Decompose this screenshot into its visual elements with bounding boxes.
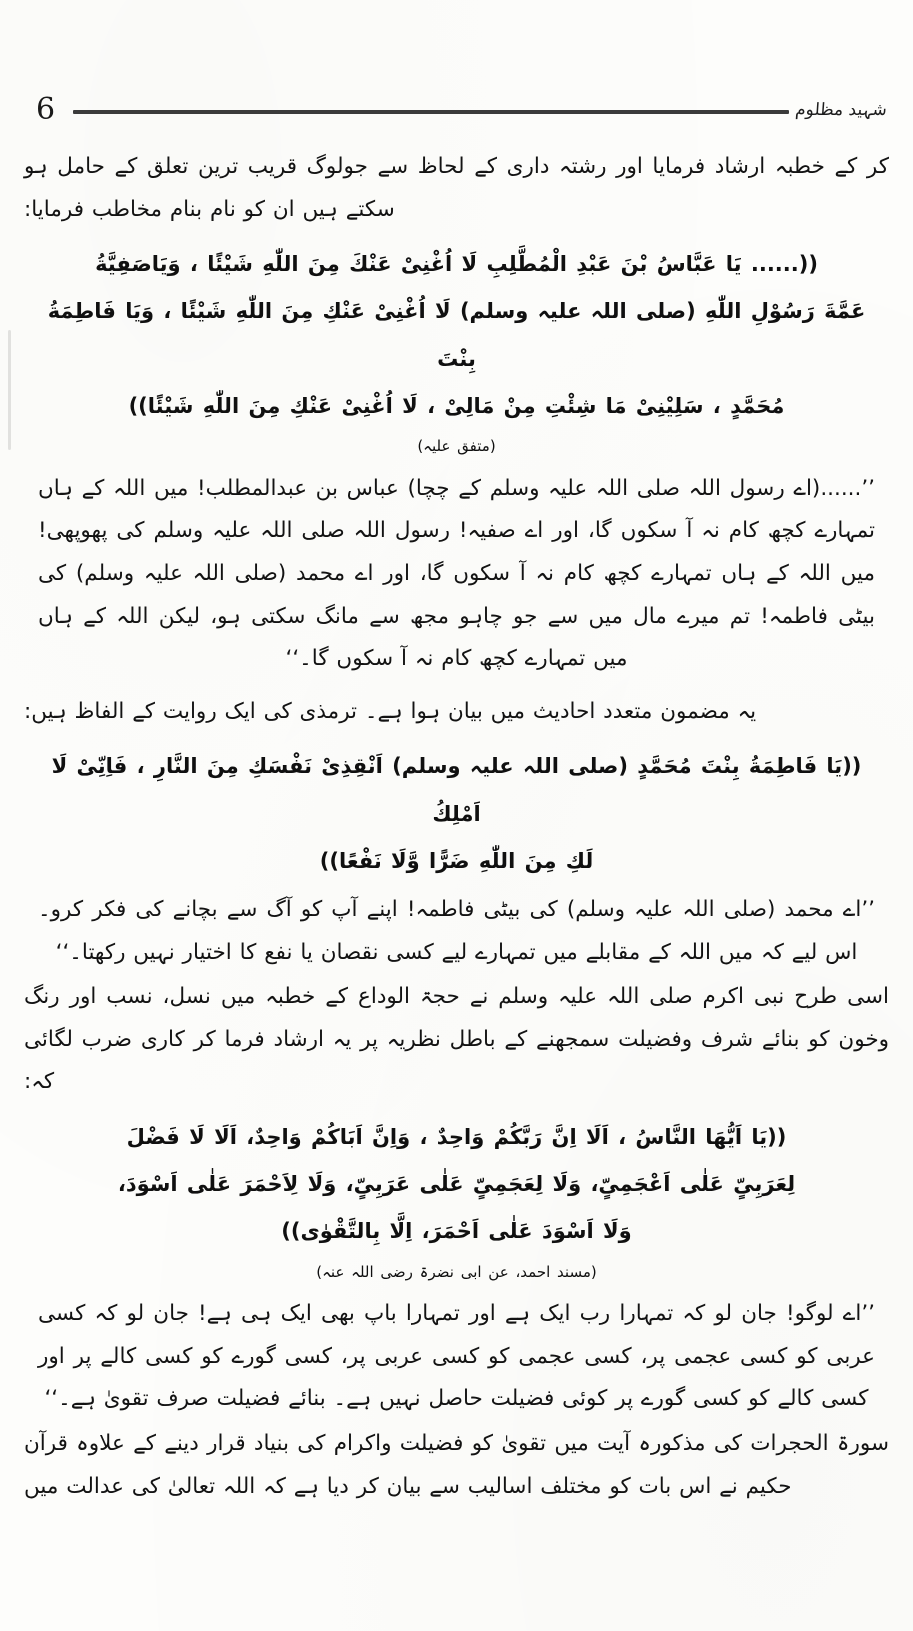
paragraph-khutba-intro: اسی طرح نبی اکرم صلی اللہ علیہ وسلم نے حجۃ الوداع کے خطبہ میں نسل، نسب اور رنگ وخون کو بنائے شرف وفضیلت سمجھنے کے باطل نظریہ پر یہ ارشاد فرما کر کاری ضرب لگائی کہ: [24,984,889,1095]
translation-3: ’’اے لوگو! جان لو کہ تمہارا رب ایک ہے اور تمہارا باپ بھی ایک ہی ہے! جان لو کہ کسی عربی کو کسی عجمی پر، کسی عجمی کو کسی عربی پر، کسی گورے کو کسی کالے پر اور کسی کالے کو کسی گورے پر کوئی فضیلت حاصل نہیں ہے۔ بنائے فضیلت صرف تقویٰ ہے۔‘‘ [38,1301,875,1412]
hadith-quote-2 [24,743,889,885]
hadith-quote-1 [24,241,889,464]
spacer [24,683,889,691]
translation-2: ’’اے محمد (صلی اللہ علیہ وسلم) کی بیٹی فاطمہ! اپنے آپ کو آگ سے بچانے کی فکر کرو۔ اس لیے کہ میں اللہ کے مقابلے میں تمہارے لیے کسی نقصان یا نفع کا اختیار نہیں رکھتا۔‘‘ [38,897,875,965]
hadith-1-line-2: عَمَّةَ رَسُوْلِ اللّٰهِ (صلی اللہ علیہ وسلم) لَا اُغْنِىْ عَنْكِ مِنَ اللّٰهِ شَيْئًا ، وَيَا فَاطِمَةُ بِنْتَ [47,299,866,371]
page-number: 6 [36,92,56,127]
translation-1: ’’......(اے رسول اللہ صلی اللہ علیہ وسلم کے چچا) عباس بن عبدالمطلب! میں اللہ کے ہاں تمہارے کچھ کام نہ آ سکوں گا، اور اے صفیہ! رسول اللہ صلی اللہ علیہ وسلم کی پھوپھی! میں اللہ کے ہاں تمہارے کچھ کام نہ آ سکوں گا، اور اے محمد (صلی اللہ علیہ وسلم) کی بیٹی فاطمہ! تم میرے مال میں سے جو چاہو مجھ سے مانگ سکتی ہو، لیکن اللہ کے ہاں میں تمہارے کچھ کام نہ آ سکوں گا۔‘‘ [38,475,875,672]
paragraph-middle: یہ مضمون متعدد احادیث میں بیان ہوا ہے۔ ترمذی کی ایک روایت کے الفاظ ہیں: [24,698,757,724]
hadith-2-line-1: ((يَا فَاطِمَةُ بِنْتَ مُحَمَّدٍ (صلی اللہ علیہ وسلم) اَنْقِذِىْ نَفْسَكِ مِنَ النَّارِ ، فَاِنِّىْ لَا اَمْلِكُ [51,754,862,826]
hadith-3-line-3: وَلَا اَسْوَدَ عَلٰى اَحْمَرَ، اِلَّا بِالتَّقْوٰى)) [281,1219,632,1244]
hadith-3-line-1: ((يَا اَيُّهَا النَّاسُ ، اَلَا اِنَّ رَبَّكُمْ وَاحِدٌ ، وَاِنَّ اَبَاكُمْ وَاحِدٌ، اَلَا لَا فَضْلَ [126,1124,787,1149]
paragraph-intro: کر کے خطبہ ارشاد فرمایا اور رشتہ داری کے لحاظ سے جولوگ قریب ترین تعلق کے حامل ہو سکتے ہیں ان کو نام بنام مخاطب فرمایا: [24,154,889,222]
paragraph-closing: سورۃ الحجرات کی مذکورہ آیت میں تقویٰ کو فضیلت واکرام کی بنیاد قرار دینے کے علاوہ قرآن حکیم نے اس بات کو مختلف اسالیب سے بیان کر دیا ہے کہ اللہ تعالیٰ کی عدالت میں [24,1431,889,1499]
scan-edge-mark [8,330,11,450]
hadith-quote-3 [24,1114,889,1290]
page-body [24,146,889,1601]
hadith-3-line-2: لِعَرَبِىٍّ عَلٰى اَعْجَمِىٍّ، وَلَا لِعَجَمِىٍّ عَلٰى عَرَبِىٍّ، وَلَا لِاَحْمَرَ عَلٰى اَسْوَدَ، [117,1172,796,1197]
book-title: شہید مظلوم [794,99,888,120]
hadith-1-line-3: مُحَمَّدٍ ، سَلِيْنِىْ مَا شِئْتِ مِنْ مَالِىْ ، لَا اُغْنِىْ عَنْكِ مِنَ اللّٰهِ شَيْئًا)) [128,393,785,418]
header-divider-rule [73,110,789,114]
hadith-1-line-1: ((...... يَا عَبَّاسُ بْنَ عَبْدِ الْمُطَّلِبِ لَا اُغْنِىْ عَنْكَ مِنَ اللّٰهِ شَيْئًا ، وَيَاصَفِيَّةُ [95,252,818,277]
hadith-3-source: (مسند احمد، عن ابی نضرۃ رضی اللہ عنہ) [316,1262,597,1281]
hadith-2-line-2: لَكِ مِنَ اللّٰهِ ضَرًّا وَّلَا نَفْعًا)) [319,848,594,873]
hadith-1-source: (متفق علیہ) [417,437,496,456]
page-header [26,92,887,134]
